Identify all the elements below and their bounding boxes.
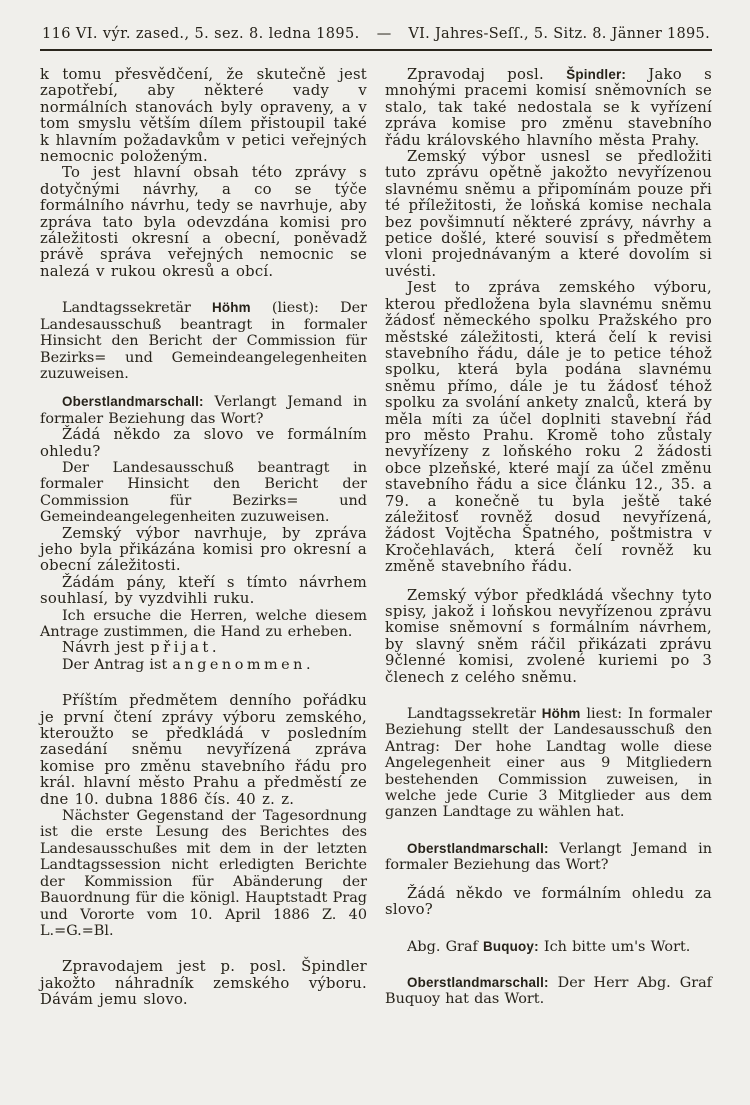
paragraph-text: Landtagssekretär bbox=[62, 300, 213, 317]
paragraph bbox=[385, 939, 712, 955]
speaker-name: Špindler: bbox=[566, 67, 627, 82]
header-dash: — bbox=[376, 26, 392, 42]
paragraph bbox=[40, 575, 367, 608]
paragraph-text: Zpravodaj posl. bbox=[407, 66, 567, 83]
paragraph-text: To jest hlavní obsah této zprávy s dotyčnými návrhy, a co se týče formálního návrhu, tedy se navrhuje, aby zpráva tato byla odevzdána komisi pro záležitosti okresní a obecní, poněvadž právě správa veřejných nemocnic se nalezá v rukou okresů a obcí. bbox=[40, 164, 367, 280]
paragraph-text: Zemský výbor předkládá všechny tyto spisy, jakož i loňskou nevyřízenou zprávu komise sněmovní s formálním návrhem, by slavný sněm ráčil přikázati zprávu 9členné komisi, zvolené kuriemi po 3 členech z celého sněmu. bbox=[385, 586, 712, 686]
paragraph-text: Landtagssekretär bbox=[407, 706, 542, 723]
speaker-name: Höhm bbox=[541, 706, 581, 722]
paragraph-text: (liest): Der Landesausschuß beantragt in formaler Hinsicht den Bericht der Commission für Bezirks= und Gemeindeangelegenheiten zuzuweisen. bbox=[40, 300, 368, 382]
paragraph bbox=[385, 280, 712, 575]
paragraph bbox=[385, 975, 712, 1008]
right-column bbox=[385, 67, 712, 1009]
paragraph-text: Jest to zpráva zemského výboru, kterou předložena byla slavnému sněmu žádosť německého spolku Pražského pro městské záležitosti, která čelí k revisi stavebního řádu, dále je to petice téhož spolku, která byla podána slavnému sněmu přímo, dále je tu žádosť téhož spolku za svolání ankety znalců, která by měla míti za účel doplniti stavební řád pro město Prahu. Kromě toho zůstaly nevyřízeny z loňského roku 2 žádosti obce plzeňské, které mají za účel změnu stavebního řádu a sice článku 12., 35. a 79. a konečně tu byla ještě také záležitosť rovněž dosud nevyřízená, žádost Vojtěcha Špatného, poštmistra v Kročehlavách, která čelí rovněž ku změně stavebního řádu. bbox=[385, 279, 712, 576]
paragraph-text: . bbox=[211, 639, 217, 657]
paragraph-text: Ich bitte um's Wort. bbox=[538, 938, 691, 955]
paragraph bbox=[40, 657, 367, 673]
speaker-name: Höhm bbox=[212, 300, 251, 316]
header-czech-date: 116 VI. výr. zased., 5. sez. 8. ledna 1895. bbox=[42, 26, 360, 42]
paragraph-text: Verlangt Jemand in formaler Beziehung das Wort? bbox=[385, 840, 712, 874]
speaker-name: Buquoy: bbox=[483, 938, 539, 954]
header-german-date: VI. Jahres-Seſſ., 5. Sitz. 8. Jänner 1895. bbox=[408, 26, 710, 42]
paragraph-text: Ich ersuche die Herren, welche diesem Antrage zustimmen, die Hand zu erheben. bbox=[40, 607, 367, 640]
paragraph bbox=[385, 588, 712, 686]
paragraph-text: Žádám pány, kteří s tímto návrhem souhlasí, by vyzdvihli ruku. bbox=[40, 573, 367, 608]
page-header bbox=[40, 24, 712, 42]
paragraph bbox=[40, 608, 367, 641]
paragraph-text: Příštím předmětem denního pořádku je první čtení zprávy výboru zemského, kteroužto se předkládá v posledním zasedání sněmu nevyřízená zpráva komise pro změnu stavebního řádu pro král. hlavní město Prahu a předměstí ze dne 10. dubna 1886 čís. 40 z. z. bbox=[40, 692, 367, 808]
paragraph bbox=[385, 67, 712, 149]
paragraph bbox=[385, 149, 712, 280]
paragraph-text: liest: In formaler Beziehung stellt der Landesausschuß den Antrag: Der hohe Landtag wolle diese Angelegenheit einer aus 9 Mitgliedern bestehenden Commission zuweisen, in welche jede Curie 3 Mitglieder aus dem ganzen Landtage zu wählen hat. bbox=[385, 706, 712, 821]
speaker-name: Oberstlandmarschall: bbox=[407, 840, 549, 856]
speaker-name: Oberstlandmarschall: bbox=[407, 974, 549, 990]
paragraph bbox=[40, 959, 367, 1008]
paragraph-text: Der Landesausschuß beantragt in formaler Hinsicht den Bericht der Commission für Bezirks= und Gemeindeangelegenheiten zuzuweisen. bbox=[40, 459, 367, 526]
paragraph bbox=[40, 165, 367, 280]
paragraph bbox=[40, 640, 367, 656]
paragraph bbox=[385, 706, 712, 821]
paragraph bbox=[40, 808, 367, 939]
paragraph bbox=[40, 693, 367, 808]
paragraph-text: Der Antrag ist bbox=[62, 656, 173, 673]
paragraph-text: Návrh jest bbox=[62, 639, 151, 657]
paragraph bbox=[385, 886, 712, 919]
paragraph-text: Zemský výbor usnesl se předložiti tuto zprávu opětně jakožto nevyřízenou slavnému sněmu a připomínám pouze při té příležitosti, že loňská komise nechala bez povšimnutí některé zprávy, návrhy a petice došlé, které souvisí s předmětem vloni projednávaným a které dovolím si uvésti. bbox=[385, 148, 712, 280]
left-column bbox=[40, 67, 367, 1009]
paragraph-text: Žádá někdo za slovo ve formálním ohledu? bbox=[40, 426, 367, 460]
paragraph bbox=[40, 67, 367, 165]
paragraph bbox=[40, 394, 367, 427]
paragraph-text: Der Herr Abg. Graf Buquoy hat das Wort. bbox=[385, 974, 712, 1008]
paragraph-text: Zemský výbor navrhuje, by zpráva jeho byla přikázána komisi pro okresní a obecní záležitosti. bbox=[40, 524, 367, 575]
paragraph-text: Abg. Graf bbox=[407, 938, 484, 955]
text-columns bbox=[40, 67, 712, 1009]
paragraph bbox=[40, 460, 367, 526]
paragraph bbox=[40, 526, 367, 575]
paragraph-text: Verlangt Jemand in formaler Beziehung das Wort? bbox=[40, 394, 367, 427]
paragraph-text: Zpravodajem jest p. posl. Špindler jakožto náhradník zemského výboru. Dávám jemu slovo. bbox=[40, 958, 367, 1009]
emphasized-word: přijat bbox=[150, 639, 212, 657]
paragraph-text: . bbox=[305, 656, 311, 673]
paragraph bbox=[40, 300, 367, 382]
emphasized-word: angenommen bbox=[172, 656, 306, 673]
header-rule bbox=[40, 49, 712, 51]
paragraph-text: Jako s mnohými pracemi komisí sněmovních se stalo, tak také nedostala se k vyřízení zpráva komise pro změnu stavebního řádu královského hlavního města Prahy. bbox=[385, 66, 713, 149]
paragraph-text: Nächster Gegenstand der Tagesordnung ist die erste Lesung des Berichtes des Landesausschußes mit dem in der letzten Landtagssession nicht erledigten Berichte der Kommission für Abänderung der Bauordnung für die königl. Hauptstadt Prag und Vororte vom 10. April 1886 Z. 40 L.=G.=Bl. bbox=[40, 808, 367, 939]
paragraph-text: k tomu přesvědčení, že skutečně jest zapotřebí, aby některé vady v normálních stanovách byly opraveny, a v tom smyslu větším dílem přistoupil také k hlavním požadavkům v petici veřejných nemocnic položeným. bbox=[40, 66, 367, 166]
speaker-name: Oberstlandmarschall: bbox=[62, 394, 204, 410]
paragraph bbox=[40, 427, 367, 460]
paragraph bbox=[385, 841, 712, 874]
paragraph-text: Žádá někdo ve formálním ohledu za slovo? bbox=[385, 884, 712, 919]
